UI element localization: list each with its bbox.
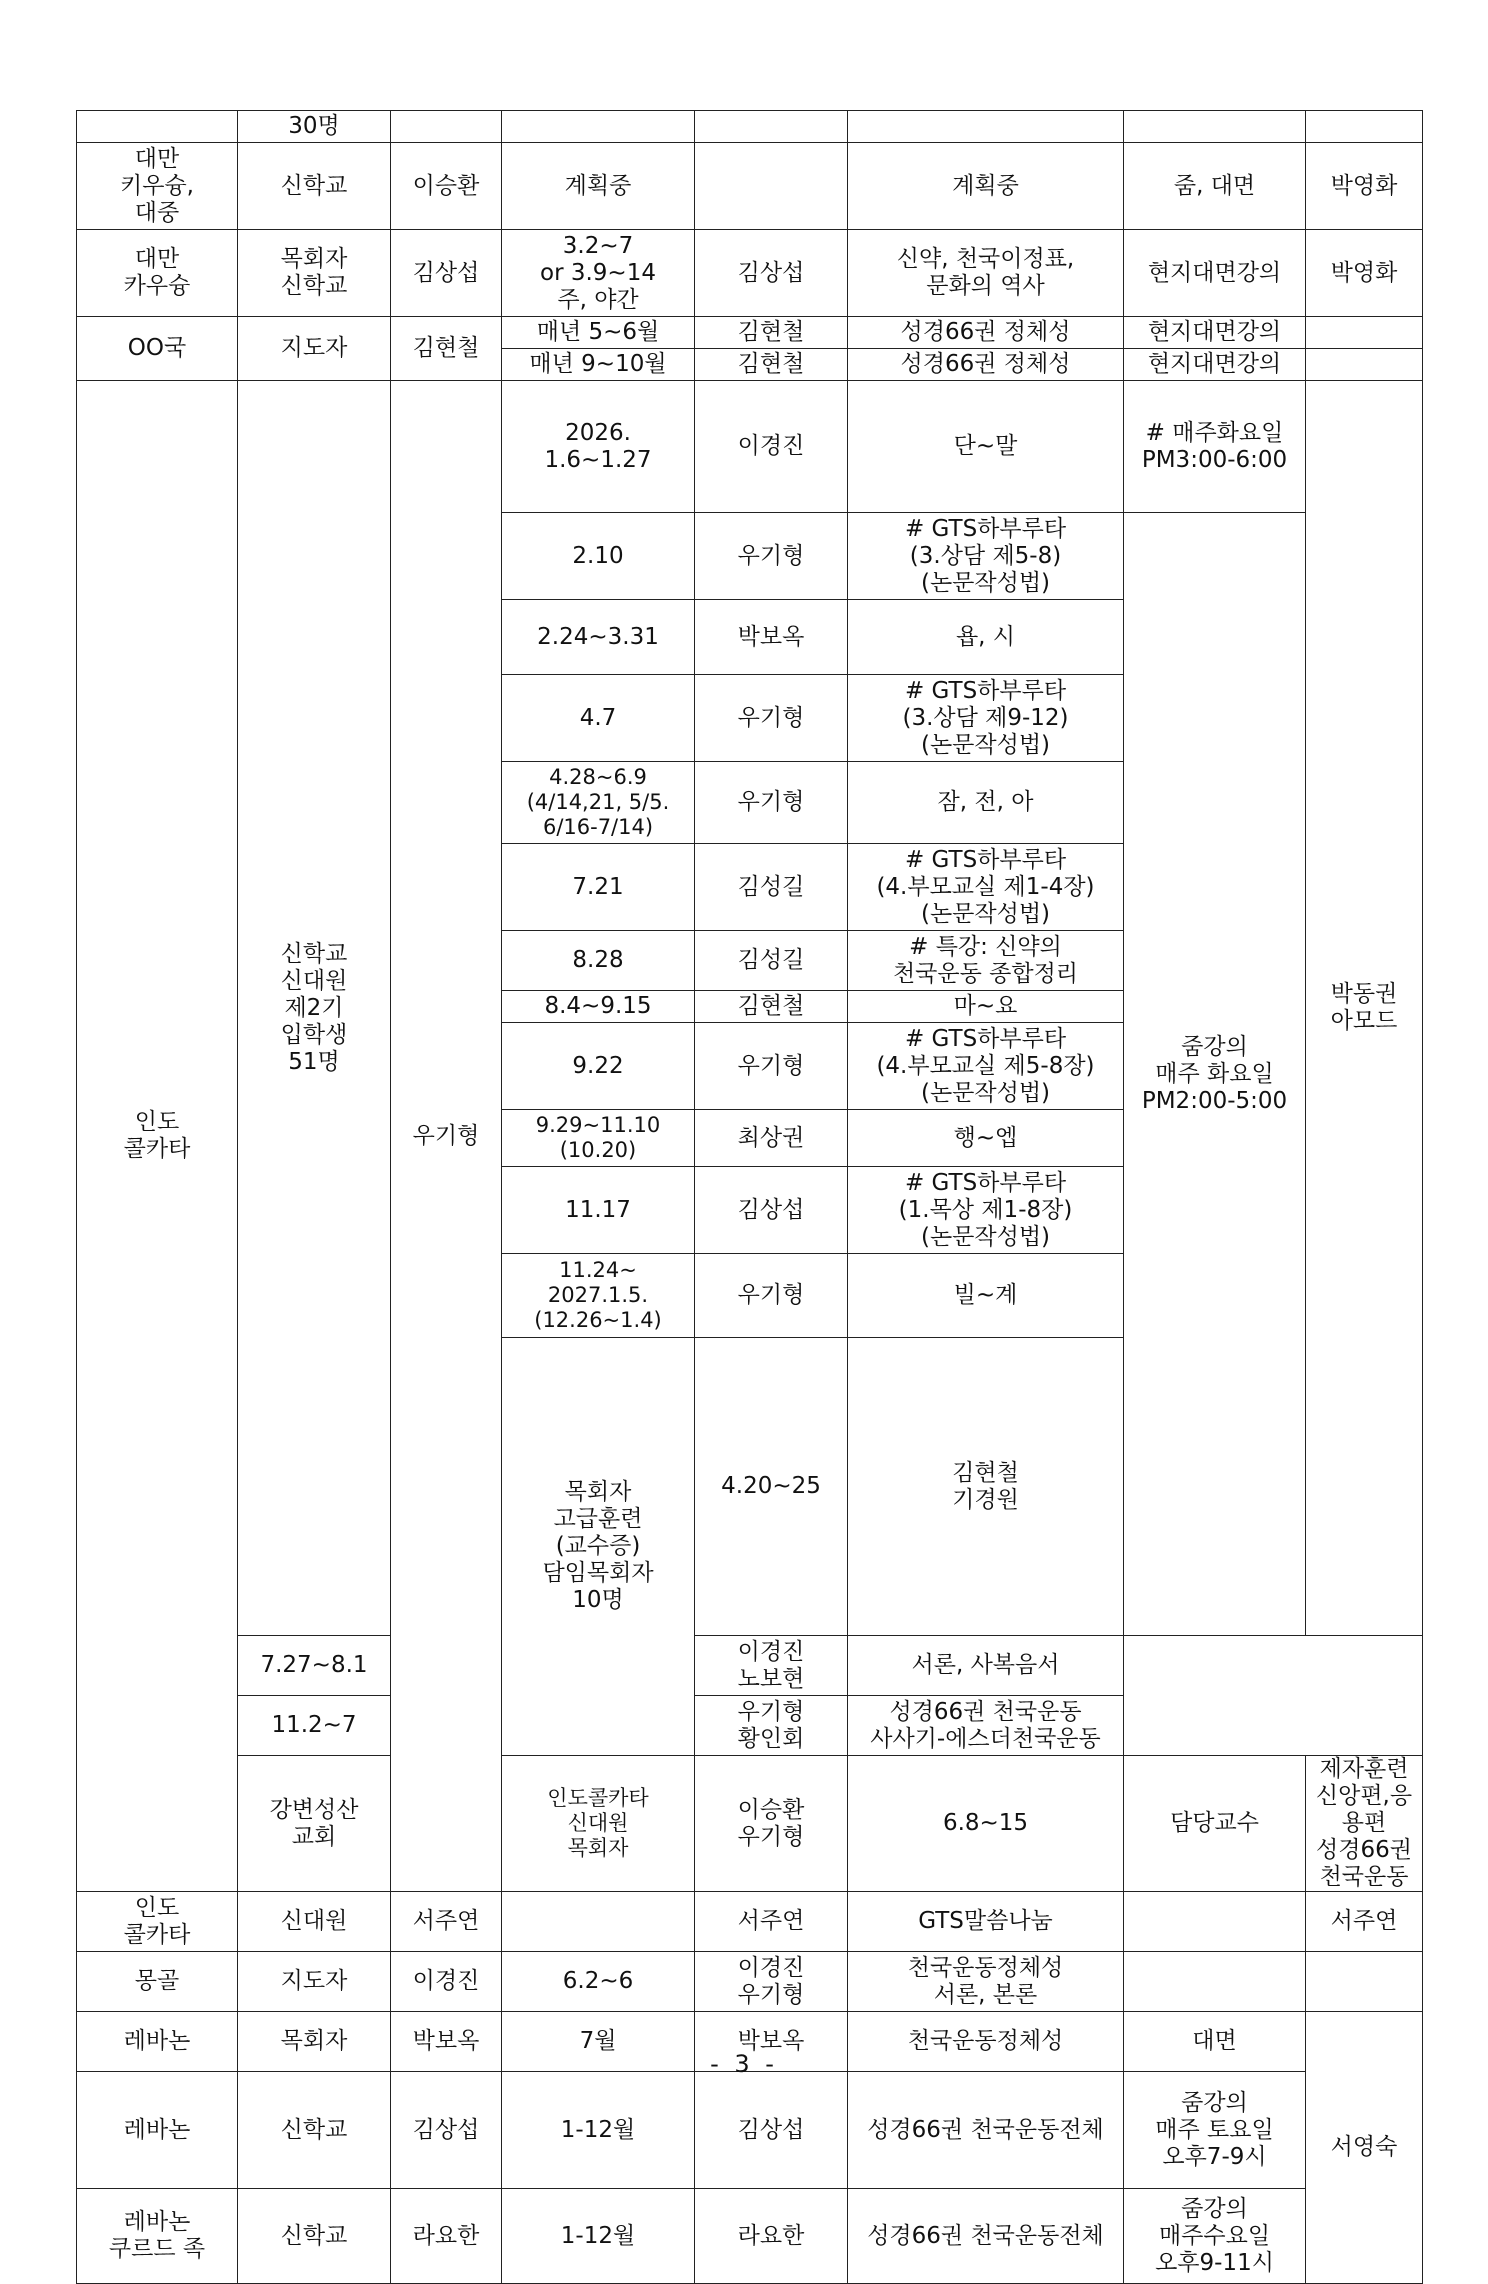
table-cell: 빌~계 bbox=[848, 1254, 1124, 1338]
table-cell: 현지대면강의 bbox=[1124, 349, 1306, 381]
table-cell: 우기형 bbox=[695, 762, 848, 844]
table-cell: 우기형 bbox=[695, 675, 848, 762]
table-cell bbox=[848, 111, 1124, 143]
table-cell: 서주연 bbox=[1306, 1892, 1423, 1952]
table-cell: # GTS하부루타 (4.부모교실 제1-4장) (논문작성법) bbox=[848, 844, 1124, 931]
table-cell: 인도 콜카타 bbox=[77, 1892, 238, 1952]
table-cell: # GTS하부루타 (1.목상 제1-8장) (논문작성법) bbox=[848, 1167, 1124, 1254]
table-cell: 성경66권 정체성 bbox=[848, 349, 1124, 381]
table-cell: 김성길 bbox=[695, 844, 848, 931]
table-cell: 박보옥 bbox=[391, 2012, 502, 2072]
table-cell: 신학교 bbox=[238, 2189, 391, 2284]
table-cell: # 특강: 신약의 천국운동 종합정리 bbox=[848, 931, 1124, 991]
table-cell: 서주연 bbox=[695, 1892, 848, 1952]
table-cell: 4.28~6.9 (4/14,21, 5/5. 6/16-7/14) bbox=[502, 762, 695, 844]
table-cell: 지도자 bbox=[238, 317, 391, 381]
table-cell: 9.29~11.10 (10.20) bbox=[502, 1110, 695, 1167]
table-cell: 7월 bbox=[502, 2012, 695, 2072]
page-number: - 3 - bbox=[710, 2050, 778, 2078]
table-cell: 8.28 bbox=[502, 931, 695, 991]
table-cell bbox=[1306, 349, 1423, 381]
table-cell: 박동권 아모드 bbox=[1306, 381, 1423, 1636]
table-cell: 김상섭 bbox=[695, 1167, 848, 1254]
schedule-table-body bbox=[77, 111, 1423, 2284]
table-row bbox=[77, 317, 1423, 349]
table-row bbox=[77, 111, 1423, 143]
table-cell: 현지대면강의 bbox=[1124, 317, 1306, 349]
table-cell: 성경66권 천국운동전체 bbox=[848, 2072, 1124, 2189]
table-cell: 김현철 bbox=[695, 991, 848, 1023]
table-row bbox=[77, 1756, 1423, 1892]
table-cell: 김상섭 bbox=[391, 2072, 502, 2189]
table-cell: 김상섭 bbox=[695, 2072, 848, 2189]
table-cell: 계획중 bbox=[502, 143, 695, 230]
table-cell: 이경진 bbox=[695, 381, 848, 513]
table-cell: 매년 9~10월 bbox=[502, 349, 695, 381]
table-cell: 목회자 신학교 bbox=[238, 230, 391, 317]
table-cell: 7.21 bbox=[502, 844, 695, 931]
table-row bbox=[77, 2189, 1423, 2284]
table-cell: 몽골 bbox=[77, 1952, 238, 2012]
table-cell: 6.8~15 bbox=[848, 1756, 1124, 1892]
table-cell: 8.4~9.15 bbox=[502, 991, 695, 1023]
table-cell: 4.20~25 bbox=[695, 1338, 848, 1636]
table-cell: 제자훈련 신앙편,응용편 성경66권천국운동 bbox=[1306, 1756, 1423, 1892]
table-cell: 김상섭 bbox=[695, 230, 848, 317]
table-cell bbox=[1124, 111, 1306, 143]
table-cell: 마~요 bbox=[848, 991, 1124, 1023]
table-cell bbox=[1306, 111, 1423, 143]
table-cell: 신대원 bbox=[238, 1892, 391, 1952]
table-cell: 잠, 전, 아 bbox=[848, 762, 1124, 844]
table-cell: 인도 콜카타 bbox=[77, 381, 238, 1892]
table-cell bbox=[391, 111, 502, 143]
table-cell: 이경진 노보현 bbox=[695, 1636, 848, 1696]
table-cell: 2.24~3.31 bbox=[502, 600, 695, 675]
table-cell: 6.2~6 bbox=[502, 1952, 695, 2012]
table-row bbox=[77, 381, 1423, 513]
table-cell: 단~말 bbox=[848, 381, 1124, 513]
table-cell: 대만 키우슝, 대중 bbox=[77, 143, 238, 230]
table-cell: 매년 5~6월 bbox=[502, 317, 695, 349]
table-cell: 이승환 bbox=[391, 143, 502, 230]
table-row bbox=[77, 1952, 1423, 2012]
table-cell: GTS말씀나눔 bbox=[848, 1892, 1124, 1952]
table-cell: 박영화 bbox=[1306, 143, 1423, 230]
table-cell: 30명 bbox=[238, 111, 391, 143]
table-cell: 라요한 bbox=[695, 2189, 848, 2284]
table-row bbox=[77, 1696, 1423, 1756]
table-cell: 박보옥 bbox=[695, 2012, 848, 2072]
table-cell: 김성길 bbox=[695, 931, 848, 991]
table-cell: 줌강의 매주 화요일 PM2:00-5:00 bbox=[1124, 513, 1306, 1636]
table-cell: 인도콜카타 신대원 목회자 bbox=[502, 1756, 695, 1892]
table-cell: 우기형 황인회 bbox=[695, 1696, 848, 1756]
table-cell: 욥, 시 bbox=[848, 600, 1124, 675]
table-cell: 박영화 bbox=[1306, 230, 1423, 317]
table-cell: 줌강의 매주수요일 오후9-11시 bbox=[1124, 2189, 1306, 2284]
table-cell: 성경66권 천국운동전체 bbox=[848, 2189, 1124, 2284]
table-cell: 2.10 bbox=[502, 513, 695, 600]
table-cell bbox=[502, 1892, 695, 1952]
table-cell: 4.7 bbox=[502, 675, 695, 762]
table-row bbox=[77, 1636, 1423, 1696]
table-cell: # GTS하부루타 (3.상담 제9-12) (논문작성법) bbox=[848, 675, 1124, 762]
table-cell: 신학교 신대원 제2기 입학생 51명 bbox=[238, 381, 391, 1636]
table-cell: 성경66권 정체성 bbox=[848, 317, 1124, 349]
table-cell: 천국운동정체성 서론, 본론 bbox=[848, 1952, 1124, 2012]
table-cell: 김현철 bbox=[391, 317, 502, 381]
table-cell: 11.17 bbox=[502, 1167, 695, 1254]
schedule-table bbox=[76, 110, 1423, 2284]
table-cell: 라요한 bbox=[391, 2189, 502, 2284]
table-cell: 계획중 bbox=[848, 143, 1124, 230]
table-cell: 줌, 대면 bbox=[1124, 143, 1306, 230]
table-cell: 11.2~7 bbox=[238, 1696, 391, 1756]
table-cell: 박보옥 bbox=[695, 600, 848, 675]
table-cell bbox=[1124, 1952, 1306, 2012]
table-cell: # GTS하부루타 (3.상담 제5-8) (논문작성법) bbox=[848, 513, 1124, 600]
table-cell: 서론, 사복음서 bbox=[848, 1636, 1124, 1696]
table-cell: # GTS하부루타 (4.부모교실 제5-8장) (논문작성법) bbox=[848, 1023, 1124, 1110]
table-row bbox=[77, 2072, 1423, 2189]
table-cell: 목회자 bbox=[238, 2012, 391, 2072]
table-cell: 이승환 우기형 bbox=[695, 1756, 848, 1892]
table-cell: 담당교수 bbox=[1124, 1756, 1306, 1892]
table-cell bbox=[502, 111, 695, 143]
table-cell: 3.2~7 or 3.9~14 주, 야간 bbox=[502, 230, 695, 317]
table-cell: 1-12월 bbox=[502, 2072, 695, 2189]
table-cell: 우기형 bbox=[391, 381, 502, 1892]
table-cell: 우기형 bbox=[695, 1023, 848, 1110]
table-cell: OO국 bbox=[77, 317, 238, 381]
table-cell: 서영숙 bbox=[1306, 2012, 1423, 2284]
table-cell: 이경진 bbox=[391, 1952, 502, 2012]
table-cell: 레바논 bbox=[77, 2072, 238, 2189]
table-cell: 줌강의 매주 토요일 오후7-9시 bbox=[1124, 2072, 1306, 2189]
table-cell: 우기형 bbox=[695, 1254, 848, 1338]
table-cell: 대만 카우슝 bbox=[77, 230, 238, 317]
table-cell: 대면 bbox=[1124, 2012, 1306, 2072]
table-cell bbox=[695, 111, 848, 143]
table-row bbox=[77, 1892, 1423, 1952]
table-cell: 이경진 우기형 bbox=[695, 1952, 848, 2012]
table-cell: 김현철 bbox=[695, 317, 848, 349]
table-cell: 9.22 bbox=[502, 1023, 695, 1110]
table-row bbox=[77, 143, 1423, 230]
table-cell: 김현철 bbox=[695, 349, 848, 381]
table-cell: 최상권 bbox=[695, 1110, 848, 1167]
table-cell: 행~엡 bbox=[848, 1110, 1124, 1167]
table-cell bbox=[695, 143, 848, 230]
table-cell: 7.27~8.1 bbox=[238, 1636, 391, 1696]
table-row bbox=[77, 230, 1423, 317]
table-cell: 우기형 bbox=[695, 513, 848, 600]
table-cell bbox=[77, 111, 238, 143]
table-cell: 김현철 기경원 bbox=[848, 1338, 1124, 1636]
table-cell: 김상섭 bbox=[391, 230, 502, 317]
table-cell: 레바논 bbox=[77, 2012, 238, 2072]
table-cell: 성경66권 천국운동 사사기-에스더천국운동 bbox=[848, 1696, 1124, 1756]
table-cell: 신약, 천국이정표, 문화의 역사 bbox=[848, 230, 1124, 317]
table-cell: 2026. 1.6~1.27 bbox=[502, 381, 695, 513]
table-cell bbox=[1306, 317, 1423, 349]
table-cell: 레바논 쿠르드 족 bbox=[77, 2189, 238, 2284]
table-cell: 목회자 고급훈련 (교수증) 담임목회자 10명 bbox=[502, 1338, 695, 1756]
table-cell: 1-12월 bbox=[502, 2189, 695, 2284]
table-cell: 신학교 bbox=[238, 143, 391, 230]
table-cell: 지도자 bbox=[238, 1952, 391, 2012]
table-cell: 신학교 bbox=[238, 2072, 391, 2189]
table-cell bbox=[1306, 1952, 1423, 2012]
table-cell: 서주연 bbox=[391, 1892, 502, 1952]
table-cell: # 매주화요일 PM3:00-6:00 bbox=[1124, 381, 1306, 513]
table-cell: 11.24~ 2027.1.5. (12.26~1.4) bbox=[502, 1254, 695, 1338]
table-cell bbox=[1124, 1892, 1306, 1952]
table-cell: 천국운동정체성 bbox=[848, 2012, 1124, 2072]
table-cell: 강변성산 교회 bbox=[238, 1756, 391, 1892]
table-cell: 현지대면강의 bbox=[1124, 230, 1306, 317]
